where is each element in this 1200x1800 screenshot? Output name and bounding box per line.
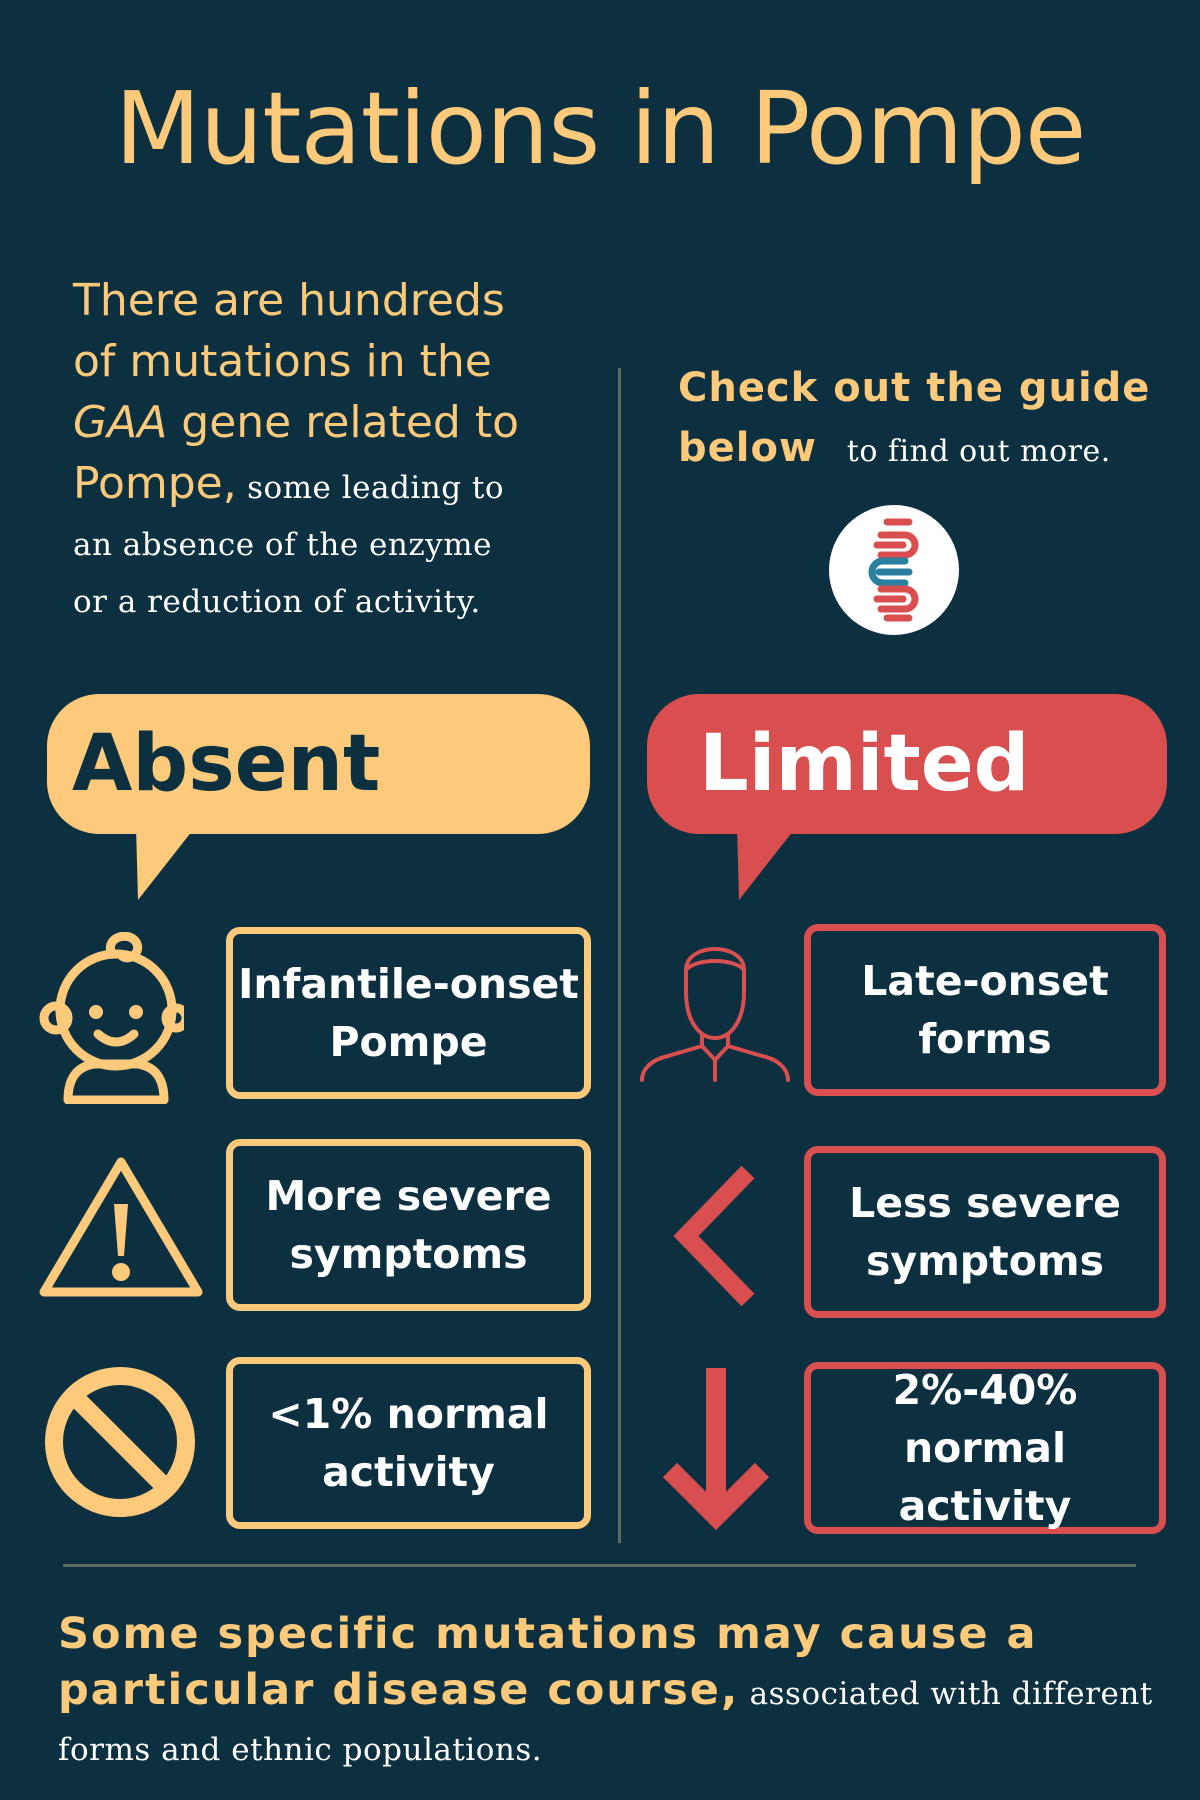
footer-line-1: Some specific mutations may cause a (58, 1609, 1038, 1659)
horizontal-divider (63, 1564, 1136, 1567)
vertical-divider (618, 368, 621, 1543)
arrow-down-icon (662, 1366, 770, 1532)
limited-bubble-tail (737, 826, 797, 902)
absent-box-2-line-2: symptoms (289, 1230, 528, 1278)
limited-box-1-line-2: forms (918, 1015, 1052, 1063)
absent-box-3 (226, 1357, 591, 1529)
absent-box-2-line-1: More severe (265, 1172, 552, 1220)
dna-logo-icon (829, 505, 959, 635)
less-than-icon (670, 1162, 760, 1310)
footer-line-2 (58, 1662, 1168, 1722)
footer-small-1: associated with different (739, 1676, 1153, 1712)
limited-box-1 (804, 924, 1166, 1096)
footer-text (58, 1606, 1168, 1778)
intro-text (73, 270, 603, 631)
absent-bubble-tail (136, 826, 196, 902)
guide-below: below (678, 425, 817, 471)
intro-line-2: of mutations in the (73, 336, 492, 387)
absent-box-1-line-2: Pompe (329, 1018, 488, 1066)
absent-box-3-line-1: <1% normal (268, 1390, 549, 1438)
adult-icon (640, 930, 790, 1082)
limited-box-2 (804, 1146, 1166, 1318)
absent-box-1 (226, 927, 591, 1099)
limited-box-3 (804, 1362, 1166, 1534)
absent-box-1-line-1: Infantile-onset (238, 960, 579, 1008)
limited-bubble (647, 694, 1167, 834)
gene-name: GAA (73, 397, 168, 448)
footer-bold-2: particular disease course, (58, 1665, 740, 1715)
absent-box-2 (226, 1139, 591, 1311)
limited-box-2-line-2: symptoms (865, 1237, 1105, 1285)
limited-box-3-line-2: normal activity (898, 1424, 1072, 1530)
page-title: Mutations in Pompe (114, 70, 1086, 187)
absent-bubble (47, 694, 590, 834)
limited-label: Limited (699, 719, 1030, 809)
guide-small: to find out more. (846, 434, 1111, 469)
intro-pompe: Pompe, (73, 458, 237, 509)
intro-small-3: or a reduction of activity. (73, 584, 481, 620)
intro-line-3-rest: gene related to (167, 397, 520, 448)
prohibited-icon (40, 1362, 200, 1522)
absent-box-3-line-2: activity (322, 1448, 495, 1496)
limited-box-2-line-1: Less severe (849, 1179, 1121, 1227)
absent-label: Absent (72, 719, 381, 809)
intro-line-1: There are hundreds (73, 275, 505, 326)
warning-icon (36, 1152, 206, 1300)
guide-line-2 (678, 418, 1158, 482)
limited-box-3-line-1: 2%-40% (892, 1366, 1078, 1414)
limited-box-1-line-1: Late-onset (861, 957, 1109, 1005)
guide-text (678, 358, 1158, 482)
footer-small-2: forms and ethnic populations. (58, 1732, 543, 1768)
intro-line-4 (73, 453, 603, 517)
baby-icon (38, 932, 184, 1104)
guide-line-1: Check out the guide (678, 365, 1151, 411)
intro-line-3 (73, 392, 603, 453)
intro-small-2: an absence of the enzyme (73, 527, 492, 563)
intro-small-1: some leading to (236, 470, 505, 506)
